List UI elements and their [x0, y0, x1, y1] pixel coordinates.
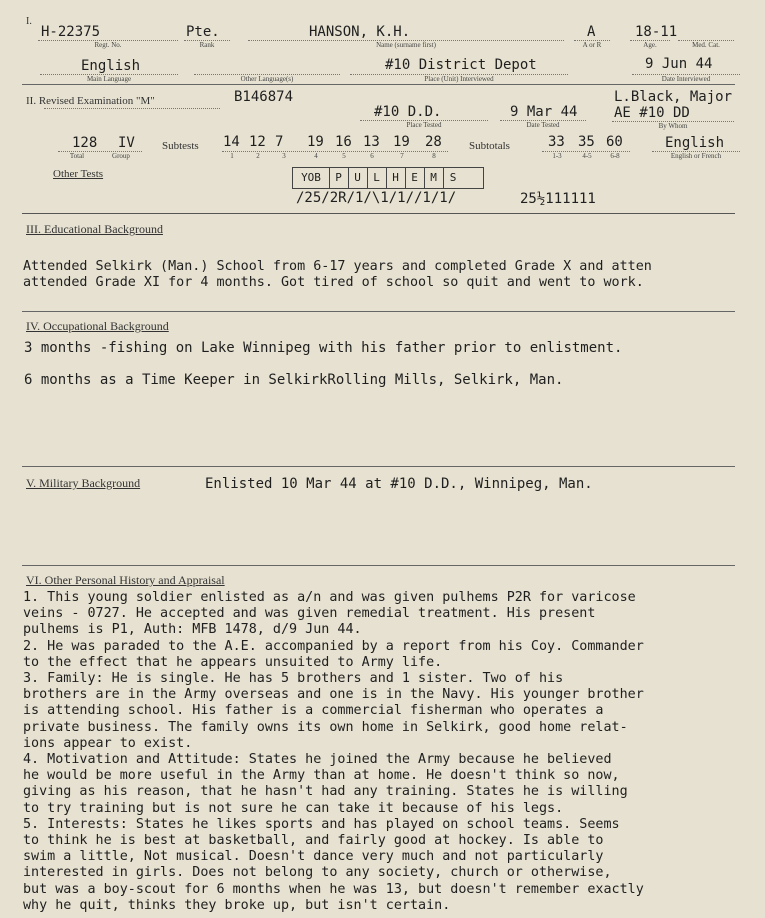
- subtest-score: 28: [425, 134, 442, 150]
- group-value: IV: [118, 135, 135, 151]
- subtest-number: 7: [400, 152, 404, 160]
- subtest-number: 3: [282, 152, 286, 160]
- pulhems-header-cell: L: [367, 168, 387, 188]
- pulhems-code: 25½111111: [520, 191, 596, 207]
- place-tested-value: #10 D.D.: [374, 104, 442, 120]
- appraisal-line: brothers are in the Army overseas and one is in the Navy. His younger brother: [23, 687, 644, 703]
- section-iii-title: III. Educational Background: [26, 222, 163, 236]
- section-vi-title: VI. Other Personal History and Appraisal: [26, 573, 225, 587]
- appraisal-line: he would be more useful in the Army than at home. He doesn't think so now,: [23, 768, 620, 784]
- pulhems-header-grid: [292, 167, 484, 189]
- section-i-numeral: I.: [26, 16, 32, 27]
- rank-value: Pte.: [186, 24, 220, 40]
- a-or-r-label: A or R: [582, 41, 602, 49]
- subtotal-score: 60: [606, 134, 623, 150]
- name-value: HANSON, K.H.: [309, 24, 411, 40]
- regt-no-label: Regt. No.: [94, 41, 122, 49]
- appraisal-line: to think he is best at basketball, and fairly good at hockey. Is able to: [23, 833, 604, 849]
- appraisal-line: 2. He was paraded to the A.E. accompanied by a report from his Coy. Commander: [23, 638, 644, 654]
- subtest-score: 13: [363, 134, 380, 150]
- section-iv-title: IV. Occupational Background: [26, 319, 169, 333]
- regt-no-value: H-22375: [41, 24, 101, 40]
- test-language-label: English or French: [670, 152, 722, 160]
- subtest-number: 4: [314, 152, 318, 160]
- subtotals-row: [542, 134, 632, 166]
- pulhems-header-cell: S: [449, 171, 457, 184]
- education-line-1: Attended Selkirk (Man.) School from 6-17 years and completed Grade X and atten: [23, 259, 652, 274]
- subtotal-range-label: 4-5: [582, 152, 592, 160]
- pulhems-header-cell: M: [424, 168, 444, 188]
- subtotals-label: Subtotals: [469, 140, 510, 152]
- test-language-value: English: [665, 135, 725, 151]
- a-or-r-value: A: [587, 24, 596, 40]
- subtotal-score: 33: [548, 134, 565, 150]
- age-value: 18-11: [635, 24, 678, 40]
- section-v-title: V. Military Background: [26, 476, 141, 490]
- age-label: Age.: [643, 41, 657, 49]
- subtotal-range-label: 1-3: [552, 152, 562, 160]
- date-tested-label: Date Tested: [526, 121, 560, 129]
- main-language-label: Main Language: [86, 75, 132, 83]
- section-ii-title: II. Revised Examination "M": [26, 95, 155, 107]
- place-tested-label: Place Tested: [406, 121, 442, 129]
- occupation-line-1: 3 months -fishing on Lake Winnipeg with his father prior to enlistment.: [24, 340, 623, 356]
- place-interviewed-label: Place (Unit) Interviewed: [424, 75, 494, 83]
- subtest-number: 6: [370, 152, 374, 160]
- name-label: Name (surname first): [376, 41, 436, 49]
- subtotal-range-label: 6-8: [610, 152, 620, 160]
- appraisal-line: interested in girls. Does not belong to any society, church or otherwise,: [23, 865, 612, 881]
- subtest-number: 8: [432, 152, 436, 160]
- subtest-score: 12: [249, 134, 266, 150]
- occupation-line-2: 6 months as a Time Keeper in SelkirkRolling Mills, Selkirk, Man.: [24, 372, 564, 388]
- subtest-number: 1: [230, 152, 234, 160]
- subtests-label: Subtests: [162, 140, 199, 152]
- subtest-number: 5: [342, 152, 346, 160]
- group-label: Group: [112, 152, 130, 160]
- med-cat-label: Med. Cat.: [692, 41, 720, 49]
- subtest-score: 19: [307, 134, 324, 150]
- education-line-2: attended Grade XI for 4 months. Got tired of school so quit and went to work.: [23, 275, 644, 290]
- appraisal-line: private business. The family owns its own home in Selkirk, good home relat-: [23, 719, 628, 735]
- appraisal-line: but was a boy-scout for 6 months when he was 13, but doesn't remember exactly: [23, 881, 644, 897]
- appraisal-line: is attending school. His father is a commercial fisherman who operates a: [23, 703, 604, 719]
- date-interviewed-value: 9 Jun 44: [645, 56, 713, 72]
- other-languages-label: Other Language(s): [240, 75, 294, 83]
- appraisal-line: 5. Interests: States he likes sports and has played on school teams. Seems: [23, 816, 620, 832]
- appraisal-line: veins - 0727. He accepted and was given remedial treatment. His present: [23, 606, 596, 622]
- rank-label: Rank: [199, 41, 215, 49]
- subtest-score: 7: [275, 134, 284, 150]
- appraisal-line: to the effect that he appears unsuited to Army life.: [23, 654, 443, 670]
- pulhems-header-cell: YOB: [293, 168, 330, 188]
- appraisal-line: pulhems is P1, Auth: MFB 1478, d/9 Jun 44.: [23, 622, 362, 638]
- subtests-row: [223, 134, 453, 166]
- total-value: 128: [72, 135, 98, 151]
- main-language-value: English: [81, 58, 141, 74]
- appraisal-line: why he quit, thinks they broke up, but isn't certain.: [23, 897, 451, 913]
- appraisal-line: swim a little, Not musical. Doesn't dance very much and not particularly: [23, 849, 604, 865]
- appraisal-line: 3. Family: He is single. He has 5 brothers and 1 sister. Two of his: [23, 671, 564, 687]
- by-whom-label: By Whom: [658, 122, 688, 130]
- pulhems-header-cell: E: [405, 168, 425, 188]
- pulhems-values: /25/2R/1/\1/1//1/1/: [296, 190, 457, 206]
- date-interviewed-label: Date Interviewed: [661, 75, 711, 83]
- place-interviewed-value: #10 District Depot: [385, 57, 537, 73]
- appraisal-line: to try training but is not sure he can take it because of his legs.: [23, 800, 564, 816]
- pulhems-header-cell: P: [329, 168, 349, 188]
- other-tests-label: Other Tests: [53, 168, 104, 180]
- subtest-score: 16: [335, 134, 352, 150]
- subtest-score: 19: [393, 134, 410, 150]
- subtest-score: 14: [223, 134, 240, 150]
- by-whom-value: L.Black, Major AE #10 DD: [614, 89, 733, 121]
- subtest-number: 2: [256, 152, 260, 160]
- pulhems-header-cell: U: [348, 168, 368, 188]
- pulhems-header-cell: H: [386, 168, 406, 188]
- appraisal-line: 1. This young soldier enlisted as a/n and was given pulhems P2R for varicose: [23, 590, 636, 605]
- appraisal-line: 4. Motivation and Attitude: States he joined the Army because he believed: [23, 752, 612, 768]
- total-label: Total: [69, 152, 85, 160]
- appraisal-line: ions appear to exist.: [23, 735, 193, 751]
- date-tested-value: 9 Mar 44: [510, 104, 578, 120]
- exam-number: B146874: [234, 89, 294, 105]
- military-background-text: Enlisted 10 Mar 44 at #10 D.D., Winnipeg, Man.: [205, 476, 593, 492]
- subtotal-score: 35: [578, 134, 595, 150]
- appraisal-body: [23, 590, 763, 914]
- appraisal-line: giving as his reason, that he hasn't had any training. States he is willing: [23, 784, 628, 800]
